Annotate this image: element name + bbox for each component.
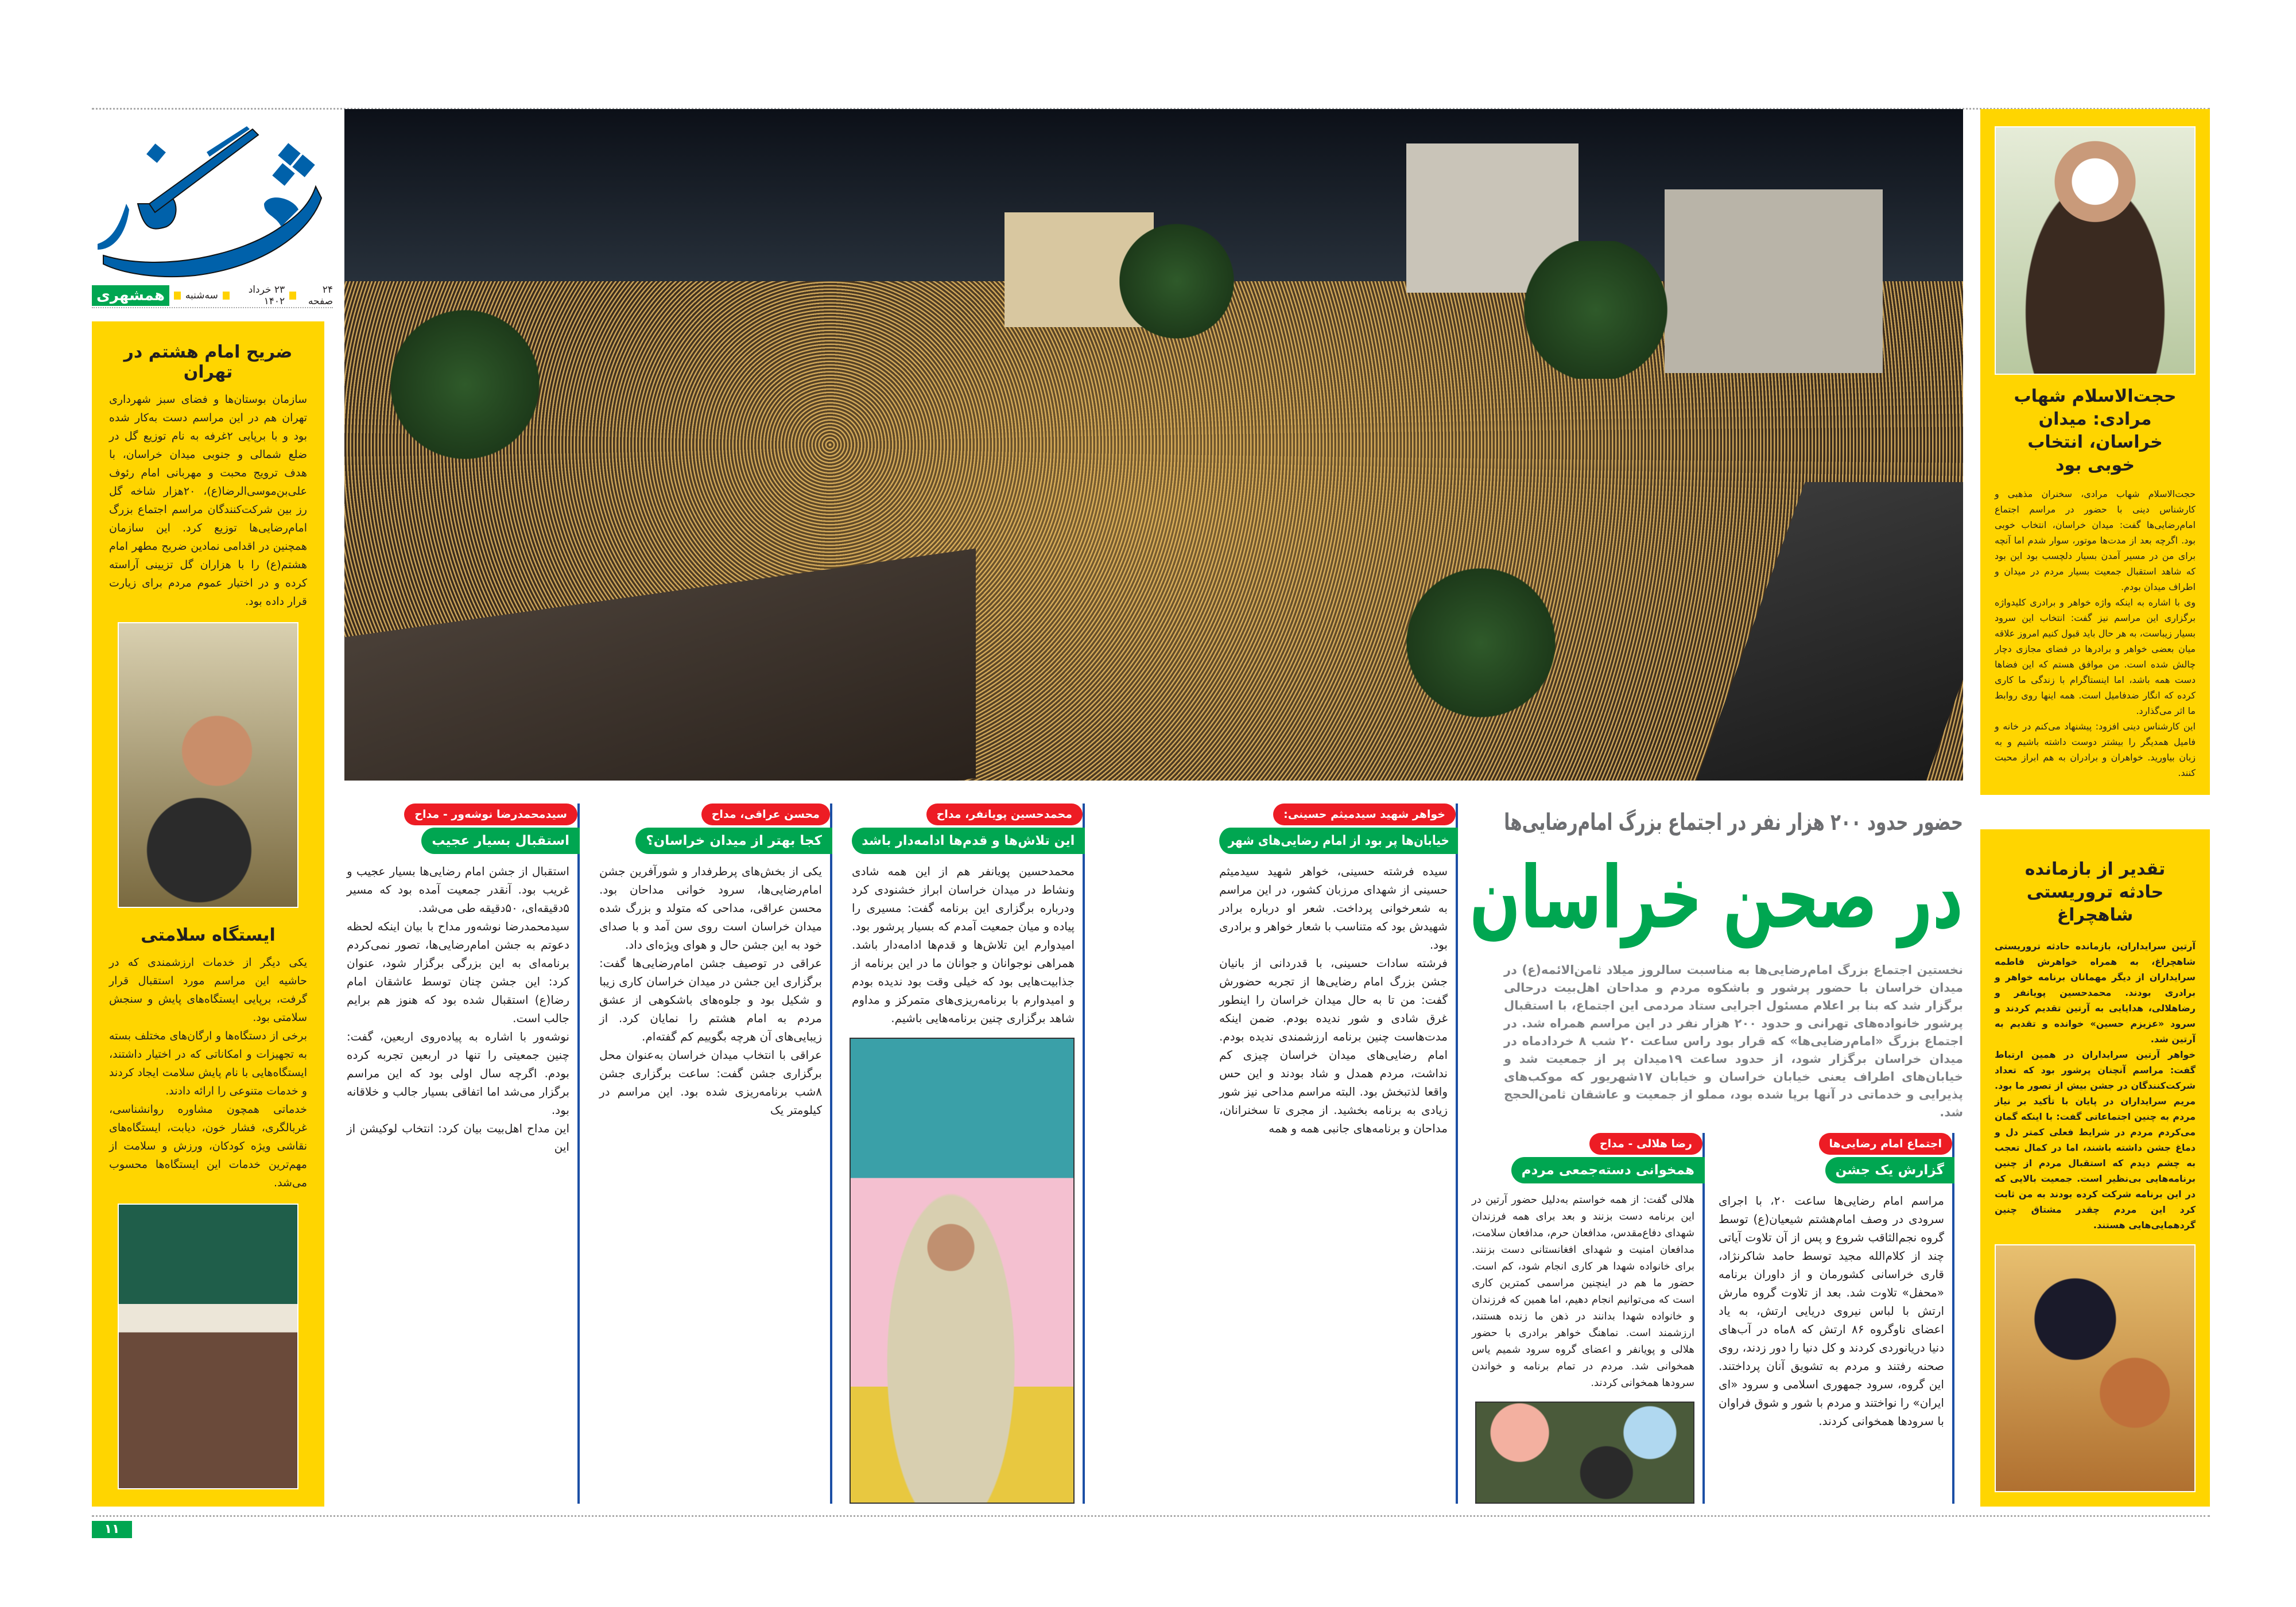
main-crowd-photo <box>344 109 1963 781</box>
sidebar-title-shahcheragh: تقدیر از بازمانده حادثه تروریستی شاهچراغ <box>2024 859 2166 925</box>
column-martyr-sister <box>1217 804 1458 1504</box>
bottom-divider <box>92 1515 2210 1517</box>
helali-singing-photo <box>1475 1402 1694 1504</box>
shahrnegar-logo-icon <box>92 112 333 284</box>
column-noushevar <box>344 804 580 1504</box>
masthead-logo <box>92 112 333 284</box>
left-sidebar <box>92 321 324 1507</box>
column-body <box>1217 862 1456 1138</box>
lead-paragraph: نخستین اجتماع بزرگ امام‌رضایی‌ها به مناسبت سالروز میلاد ثامن‌الائمه(ع) در میدان خراسان با حضور پرشور و باشکوه مردم و مداحان اهل‌بیت درحالی برگزار شد که بنا بر اعلام مسئول اجرایی ستاد مردمی این اجتماع، با استقبال پرشور خانواده‌های تهرانی و حدود ۲۰۰ هزار نفر در این مراسم همراه شد. در اجتماع بزرگ «امام‌رضایی‌ها» که قرار بود راس ساعت ۲۰ شب ۸ خردادماه در میدان خراسان برگزار شود، از حدود ساعت ۱۹میدان پر از جمعیت شد و خیابان‌های اطراف یعنی خیابان خراسان و خیابان ۱۷شهریور که موکب‌های پذیرایی و خدماتی در آنها برپا شده بود، مملو از جمعیت و عاشقان ثامن‌الحجج شد. <box>1504 963 1964 1119</box>
paragraph: عراقی با انتخاب میدان خراسان به‌عنوان محل برگزاری جشن گفت: ساعت برگزاری جشن ۸شب برنامه‌ریزی شده بود. این مراسم در کیلومتر یک <box>599 1048 822 1117</box>
sidebar-text-moradi <box>1995 486 2196 781</box>
sidebar-title-moradi: حجت‌الاسلام شهاب مرادی: میدان خراسان، انتخاب خوبی بود <box>2014 386 2177 475</box>
masthead-datebar <box>92 284 333 308</box>
right-sidebar <box>1980 109 2210 1507</box>
paragraph: یکی دیگر از خدمات ارزشمندی که در حاشیه این مراسم مورد استقبال قرار گرفت، برپایی ایستگاه‌های پایش و سنجش سلامتی بود. <box>109 956 307 1024</box>
column-header <box>1469 1133 1702 1183</box>
artin-family-photo <box>1995 1244 2196 1493</box>
tree <box>1406 568 1556 717</box>
paragraph: استقبال از جشن امام رضایی‌ها بسیار عجیب و غریب بود. آنقدر جمعیت آمده بود که مسیر ۵دقیقه‌ای، ۵۰دقیقه طی می‌شد. <box>347 864 569 915</box>
right-sidebar-top <box>1980 109 2210 795</box>
paragraph: یکی از بخش‌های پرطرفدار و شورآفرین جشن امام‌رضایی‌ها، سرود خوانی مداحان بود. محسن عراقی، مداحی که متولد و بزرگ شده میدان خراسان است روی سن آمد و با صدای خود به این جشن حال و هوای ویژه‌ای داد. <box>599 864 822 952</box>
sidebar-text-shahcheragh <box>1995 938 2196 1233</box>
column-title: این تلاش‌ها و قدم‌ها ادامه‌دار باشد <box>852 828 1085 854</box>
column-kicker: رضا هلالی - مداح <box>1589 1133 1702 1155</box>
speaker-cleric-photo <box>1995 126 2196 375</box>
issue-day: سه‌شنبه <box>185 290 218 301</box>
page-count: ۲۴ صفحه <box>308 284 333 307</box>
paragraph: محمدحسین پویانفر هم از این همه شادی ونشاط در میدان خراسان ابراز خشنودی کرد ودرباره برگزاری این برنامه گفت: مسیری را پیاده و میان جمعیت آمدم که بسیار پرشور بود. امیدوارم این تلاش‌ها و قدم‌ها ادامه‌دار باشد. همراهی نوجوانان و جوانان ما در این برنامه از جذابیت‌هایی بود که خیلی وقت بود ندیده بودم و امیدوارم با برنامه‌ریزی‌های متمرکز و مداوم شاهد برگزاری چنین برنامه‌هایی باشیم. <box>852 864 1075 1025</box>
paragraph: فرشته سادات حسینی، با قدردانی از بانیان جشن بزرگ امام رضایی‌ها از تجربه حضورش گفت: من تا به حال میدان خراسان را اینطور غرق شادی و شور ندیده بودم. ضمن اینکه مدت‌هاست چنین برنامه ارزشمندی ندیده بودم. امام رضایی‌های میدان خراسان چیزی کم نداشت، مردم همدل و شاد بودند و این حس واقعا لذتبخش بود. البته مراسم مداحی نیز شور زیادی به برنامه بخشید. از مجری تا سخنرانان، مداحان و برنامه‌های جانبی همه و همه <box>1219 956 1448 1135</box>
tree <box>1119 224 1234 339</box>
main-headline: در صحن خراسان <box>1469 848 1963 948</box>
column-title: خیابان‌ها پر بود از امام رضایی‌های شهر <box>1219 828 1458 854</box>
paragraph: عراقی در توصیف جشن امام‌رضایی‌ها گفت: برگزاری این جشن در میدان خراسان کاری زیبا و شکیل بود و جلوه‌های باشکوهی از عشق مردم به امام هشتم را نمایان کرد. از زیبایی‌های آن هرچه بگوییم کم گفته‌ام. <box>599 956 822 1043</box>
column-kicker: محسن عراقی، مداح <box>701 804 830 825</box>
square-bullet-icon <box>223 292 230 300</box>
paragraph: این مداح اهل‌بیت بیان کرد: انتخاب لوکیشن از این <box>347 1121 569 1154</box>
column-title: همخوانی دسته‌جمعی مردم <box>1511 1157 1705 1183</box>
column-helali <box>1469 1133 1705 1504</box>
paragraph: مراسم امام رضایی‌ها ساعت ۲۰، با اجرای سرودی در وصف امام‌هشتم شیعیان(ع) توسط گروه نجم‌الثاقب شروع و پس از آن تلاوت آیاتی چند از کلام‌الله مجید توسط حامد شاکرنژاد، قاری خراسانی کشورمان و از داوران برنامه «محفل» تلاوت شد. بعد از تلاوت گروه مارش ارتش با لباس نیروی دریایی ارتش، به یاد اعضای ناوگروه ۸۶ ارتش که ۸ماه در آب‌های دنیا دریانوردی کردند و کل دنیا را دور زدند، روی صحنه رفتند و مردم به تشویق آنان پرداختند. این گروه، سرود جمهوری اسلامی و سرود «ای ایران» را نواختند و مردم با شور و شوق فراوان با سرودها همخوانی کردند. <box>1719 1194 1944 1428</box>
column-title: استقبال بسیار عجیب <box>421 828 580 854</box>
column-body <box>344 862 577 1156</box>
paragraph: هلالی گفت: از همه خواستم به‌دلیل حضور آرتین در این برنامه دست بزنند و بعد برای همه فرزندان شهدای دفاع‌مقدس، مدافعان حرم، مدافعان سلامت، مدافعان امنیت و شهدای افغانستانی دست بزنند. برای خانواده شهدا هر کاری انجام شود، کم است. حضور ما هم در اینچنین مراسمی کمترین کاری است که می‌توانیم انجام دهیم، اما همین که فرزندان و خانواده شهدا بدانند در ذهن ما زنده هستند، ارزشمند است. نماهنگ خواهر برادری با حضور هلالی و پویانفر و اعضای گروه سرود شمیم یاس همخوانی شد. مردم در تمام برنامه و خواندن سرودها همخوانی کردند. <box>1472 1194 1694 1389</box>
column-body <box>850 862 1083 1027</box>
paragraph: نوشه‌ور با اشاره به پیاده‌روی اربعین، گفت: چنین جمعیتی را تنها در اربعین تجربه کرده بودم. اگرچه سال اولی بود که این مراسم برگزار می‌شد اما اتفاقی بسیار جالب و خلاقانه بود. <box>347 1030 569 1117</box>
building <box>1665 189 1883 373</box>
child-on-shoulders-photo <box>118 622 298 908</box>
column-header <box>597 804 830 854</box>
column-report <box>1716 1133 1954 1504</box>
paragraph: این کارشناس دینی افزود: پیشنهاد می‌کنم در خانه و فامیل همدیگر را بیشتر دوست داشته باشیم و به زبان بیاورید. خواهران و برادران به هم ابراز محبت کنند. <box>1995 720 2196 778</box>
foreground-roof <box>344 549 976 781</box>
page-number: ۱۱ <box>92 1521 132 1538</box>
headline-kicker: حضور حدود ۲۰۰ هزار نفر در اجتماع بزرگ امام‌رضایی‌ها <box>1504 809 1963 836</box>
tree <box>390 310 540 459</box>
column-kicker: سیدمحمدرضا نوشه‌ور - مداح <box>404 804 577 825</box>
square-bullet-icon <box>174 292 181 300</box>
square-bullet-icon <box>289 292 296 300</box>
column-pouyanfar <box>850 804 1085 1504</box>
paragraph: آرتین سرایداران، بازمانده حادثه تروریستی شاهچراغ، به همراه خواهرش فاطمه سرایداران از دیگر مهمانان برنامه خواهر و برادری بودند. محمدحسین پویانفر و رضاهلالی، هدایایی به آرتین تقدیم کردند و سرود «عزیزم حسین» خوانده و تقدیم به آرتین شد. <box>1995 940 2196 1045</box>
paragraph: سیدمحمدرضا نوشه‌ور مداح با بیان اینکه لحظه دعوتم به جشن امام‌رضایی‌ها، تصور نمی‌کردم برنامه‌ای به این بزرگی برگزار شود، عنوان کرد: این جشن چنان توسط عاشقان امام رضا(ع) استقبال شده بود که هنوز هم برایم جالب است. <box>347 919 569 1025</box>
paragraph: خدماتی همچون مشاوره روانشناسی، غربالگری، فشار خون، دیابت، ایستگاه‌های نقاشی ویژه کودکان، ورزش و سلامت از مهم‌ترین خدمات این ایستگاه‌ها محسوب می‌شد. <box>109 1103 307 1189</box>
sidebar-title-zarih: ضریح امام هشتم در تهران <box>123 342 293 382</box>
column-araghi <box>597 804 832 1504</box>
paragraph: برخی از دستگاه‌ها و ارگان‌های مختلف بسته به تجهیزات و امکاناتی که در اختیار داشتند، ایستگاه‌هایی با نام پایش سلامت ایجاد کردند و خدمات متنوعی را ارائه دادند. <box>109 1030 307 1097</box>
paragraph: سیده فرشته حسینی، خواهر شهید سیدمیثم حسینی از شهدای مرزبان کشور، در این مراسم به شعرخوانی پرداخت. شعر او درباره برادر شهیدش بود که متناسب با شعار خواهر و برادری بود. <box>1219 864 1448 952</box>
column-body <box>1469 1191 1702 1391</box>
column-header <box>1217 804 1456 854</box>
column-body <box>597 862 830 1119</box>
column-header <box>344 804 577 854</box>
column-header <box>850 804 1083 854</box>
right-sidebar-bottom <box>1980 829 2210 1507</box>
health-station-photo <box>118 1204 298 1489</box>
column-kicker: محمدحسین پویانفر، مداح <box>926 804 1083 825</box>
paragraph: خواهر آرتین سرایداران در همین ارتباط گفت: مراسم آنچنان پرشور بود که تعداد شرکت‌کنندگان در جشن بیش از تصور ما بود. مریم سرایداران در پایان با تأکید بر نیاز مردم به چنین اجتماعاتی گفت: با اینکه گمان می‌کردم مردم در شرایط فعلی کمتر دل و دماغ جشن داشته باشند، اما در کمال تعجب به چشم دیدم که استقبال مردم از چنین برنامه‌هایی بی‌نظیر است. جمعیت بالایی که در این برنامه شرکت کرده بودند به من ثابت کرد این مردم چقدر مشتاق چنین گردهمایی‌هایی هستند. <box>1995 1049 2196 1231</box>
column-header <box>1716 1133 1952 1183</box>
pouyanfar-singing-photo <box>850 1038 1075 1504</box>
sidebar-text-zarih: سازمان بوستان‌ها و فضای سبز شهرداری تهران هم در این مراسم دست به‌کار شده بود و با برپایی ۲غرفه به نام توزیع گل در ضلع شمالی و جنوبی میدان خراسان، با هدف ترویج محبت و مهربانی امام رئوف علی‌بن‌موسی‌الرضا(ع)، ۲۰هزار شاخه گل رز بین شرکت‌کنندگان مراسم اجتماع بزرگ امام‌رضایی‌ها توزیع کرد. این سازمان همچنین در اقدامی نمادین ضریح مطهر امام هشتم(ع) را با هزاران گل تزیینی آراسته کرده و در اختیار عموم مردم برای زیارت قرار داده بود. <box>109 393 308 608</box>
column-title: گزارش یک جشن <box>1825 1157 1954 1183</box>
column-title: کجا بهتر از میدان خراسان؟ <box>635 828 832 854</box>
hamshahri-brand: همشهری <box>92 285 169 306</box>
column-kicker: اجتماع امام رضایی‌ها <box>1819 1133 1952 1155</box>
tree <box>1521 241 1670 379</box>
column-body <box>1716 1191 1952 1430</box>
sidebar-text-health <box>109 953 307 1192</box>
paragraph: وی با اشاره به اینکه واژه خواهر و برادری کلیدواژه برگزاری این مراسم نیز گفت: انتخاب این سرود بسیار زیباست، به هر حال باید قبول کنیم امروز علاقه میان بعضی خواهر و برادرها در فضای مجازی دچار چالش شده است. من موافق هستم که این فضاها دست همه باشد، اما اینستاگرام با زندگی ما کاری کرده که انگار ضدفامیل است. همه اینها روی روابط ما اثر می‌گذارد. <box>1995 596 2196 716</box>
paragraph: حجت‌الاسلام شهاب مرادی، سخنران مذهبی و کارشناس دینی با حضور در مراسم اجتماع امام‌رضایی‌ها گفت: میدان خراسان، انتخاب خوبی بود. اگرچه بعد از مدت‌ها موتور، سوار شدم اما آنچه برای من در مسیر آمدن بسیار دلچسب بود این بود که شاهد استقبال جمعیت بسیار مردم در میدان و اطراف میدان بودم. <box>1995 488 2196 592</box>
column-kicker: خواهر شهید سیدمیثم حسینی: <box>1273 804 1456 825</box>
issue-date: ۲۳ خرداد ۱۴۰۲ <box>248 284 285 307</box>
sidebar-title-health: ایستگاه سلامتی <box>141 925 276 945</box>
foreground-roof <box>1696 482 1963 781</box>
